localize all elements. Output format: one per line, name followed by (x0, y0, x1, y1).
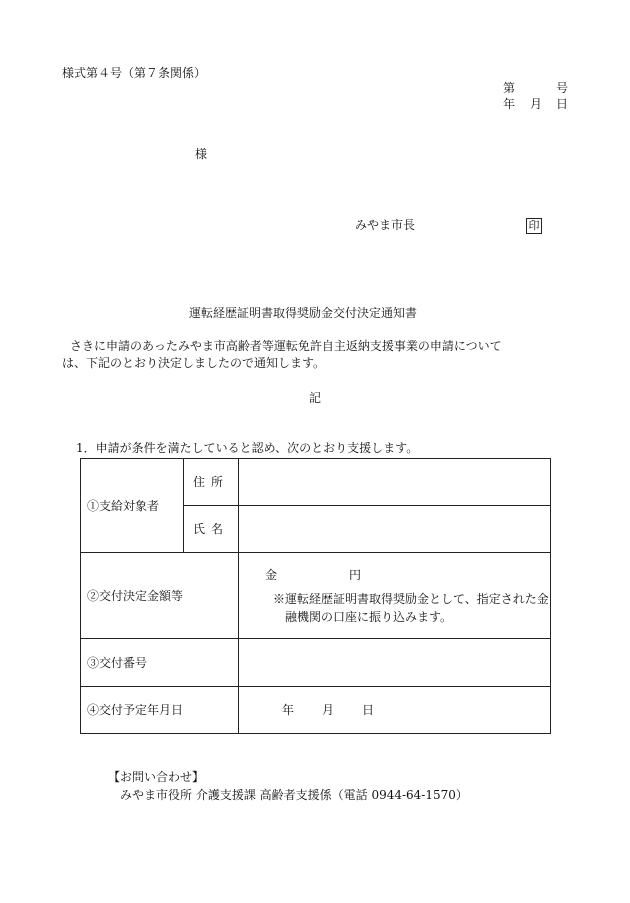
table-row-number (81, 639, 551, 687)
issue-year: 年 (503, 97, 516, 111)
issuer-name: みやま市長 (355, 218, 416, 232)
form-label: 様式第４号（第７条関係） (62, 66, 207, 80)
date-month: 月 (322, 703, 335, 717)
date-day: 日 (362, 703, 375, 717)
date-year: 年 (282, 703, 295, 717)
body-line-2: は、下記のとおり決定しましたので通知します。 (62, 356, 326, 370)
inquiry-contact: みやま市役所 介護支援課 高齢者支援係（電話 0944-64-1570） (120, 788, 468, 802)
date-label: ④交付予定年月日 (81, 687, 239, 734)
issue-day: 日 (556, 97, 569, 111)
document-title: 運転経歴証明書取得奨励金交付決定通知書 (189, 306, 418, 320)
section-1-heading: 1．申請が条件を満たしていると認め、次のとおり支援します。 (76, 441, 419, 455)
issue-month: 月 (530, 97, 543, 111)
issue-number-prefix: 第 (503, 81, 516, 95)
name-label: 氏名 (184, 506, 239, 553)
amount-line (265, 566, 550, 584)
table-row-date (81, 687, 551, 734)
amount-note: ※運転経歴証明書取得奨励金として、指定された金融機関の口座に振り込みます。 (273, 591, 549, 624)
address-value (239, 459, 551, 506)
address-label: 住所 (184, 459, 239, 506)
amount-kin: 金 (265, 567, 278, 582)
issue-number-suffix: 号 (556, 81, 569, 95)
inquiry-heading: 【お問い合わせ】 (108, 770, 205, 784)
table-row-amount (81, 553, 551, 639)
amount-value (239, 553, 551, 639)
amount-label: ②交付決定金額等 (81, 553, 239, 639)
body-line-1: さきに申請のあったみやま市高齢者等運転免許自主返納支援事業の申請について (70, 339, 502, 353)
recipient-honorific: 様 (195, 147, 208, 161)
date-value (239, 687, 551, 734)
issuer-seal (526, 217, 542, 234)
target-label: ①支給対象者 (81, 459, 184, 553)
support-table (80, 458, 551, 734)
name-value (239, 506, 551, 553)
seal-box: 印 (526, 218, 542, 234)
amount-en: 円 (349, 567, 362, 582)
table-row-address (81, 459, 551, 506)
ki-heading: 記 (309, 391, 322, 405)
number-label: ③交付番号 (81, 639, 239, 687)
number-value (239, 639, 551, 687)
